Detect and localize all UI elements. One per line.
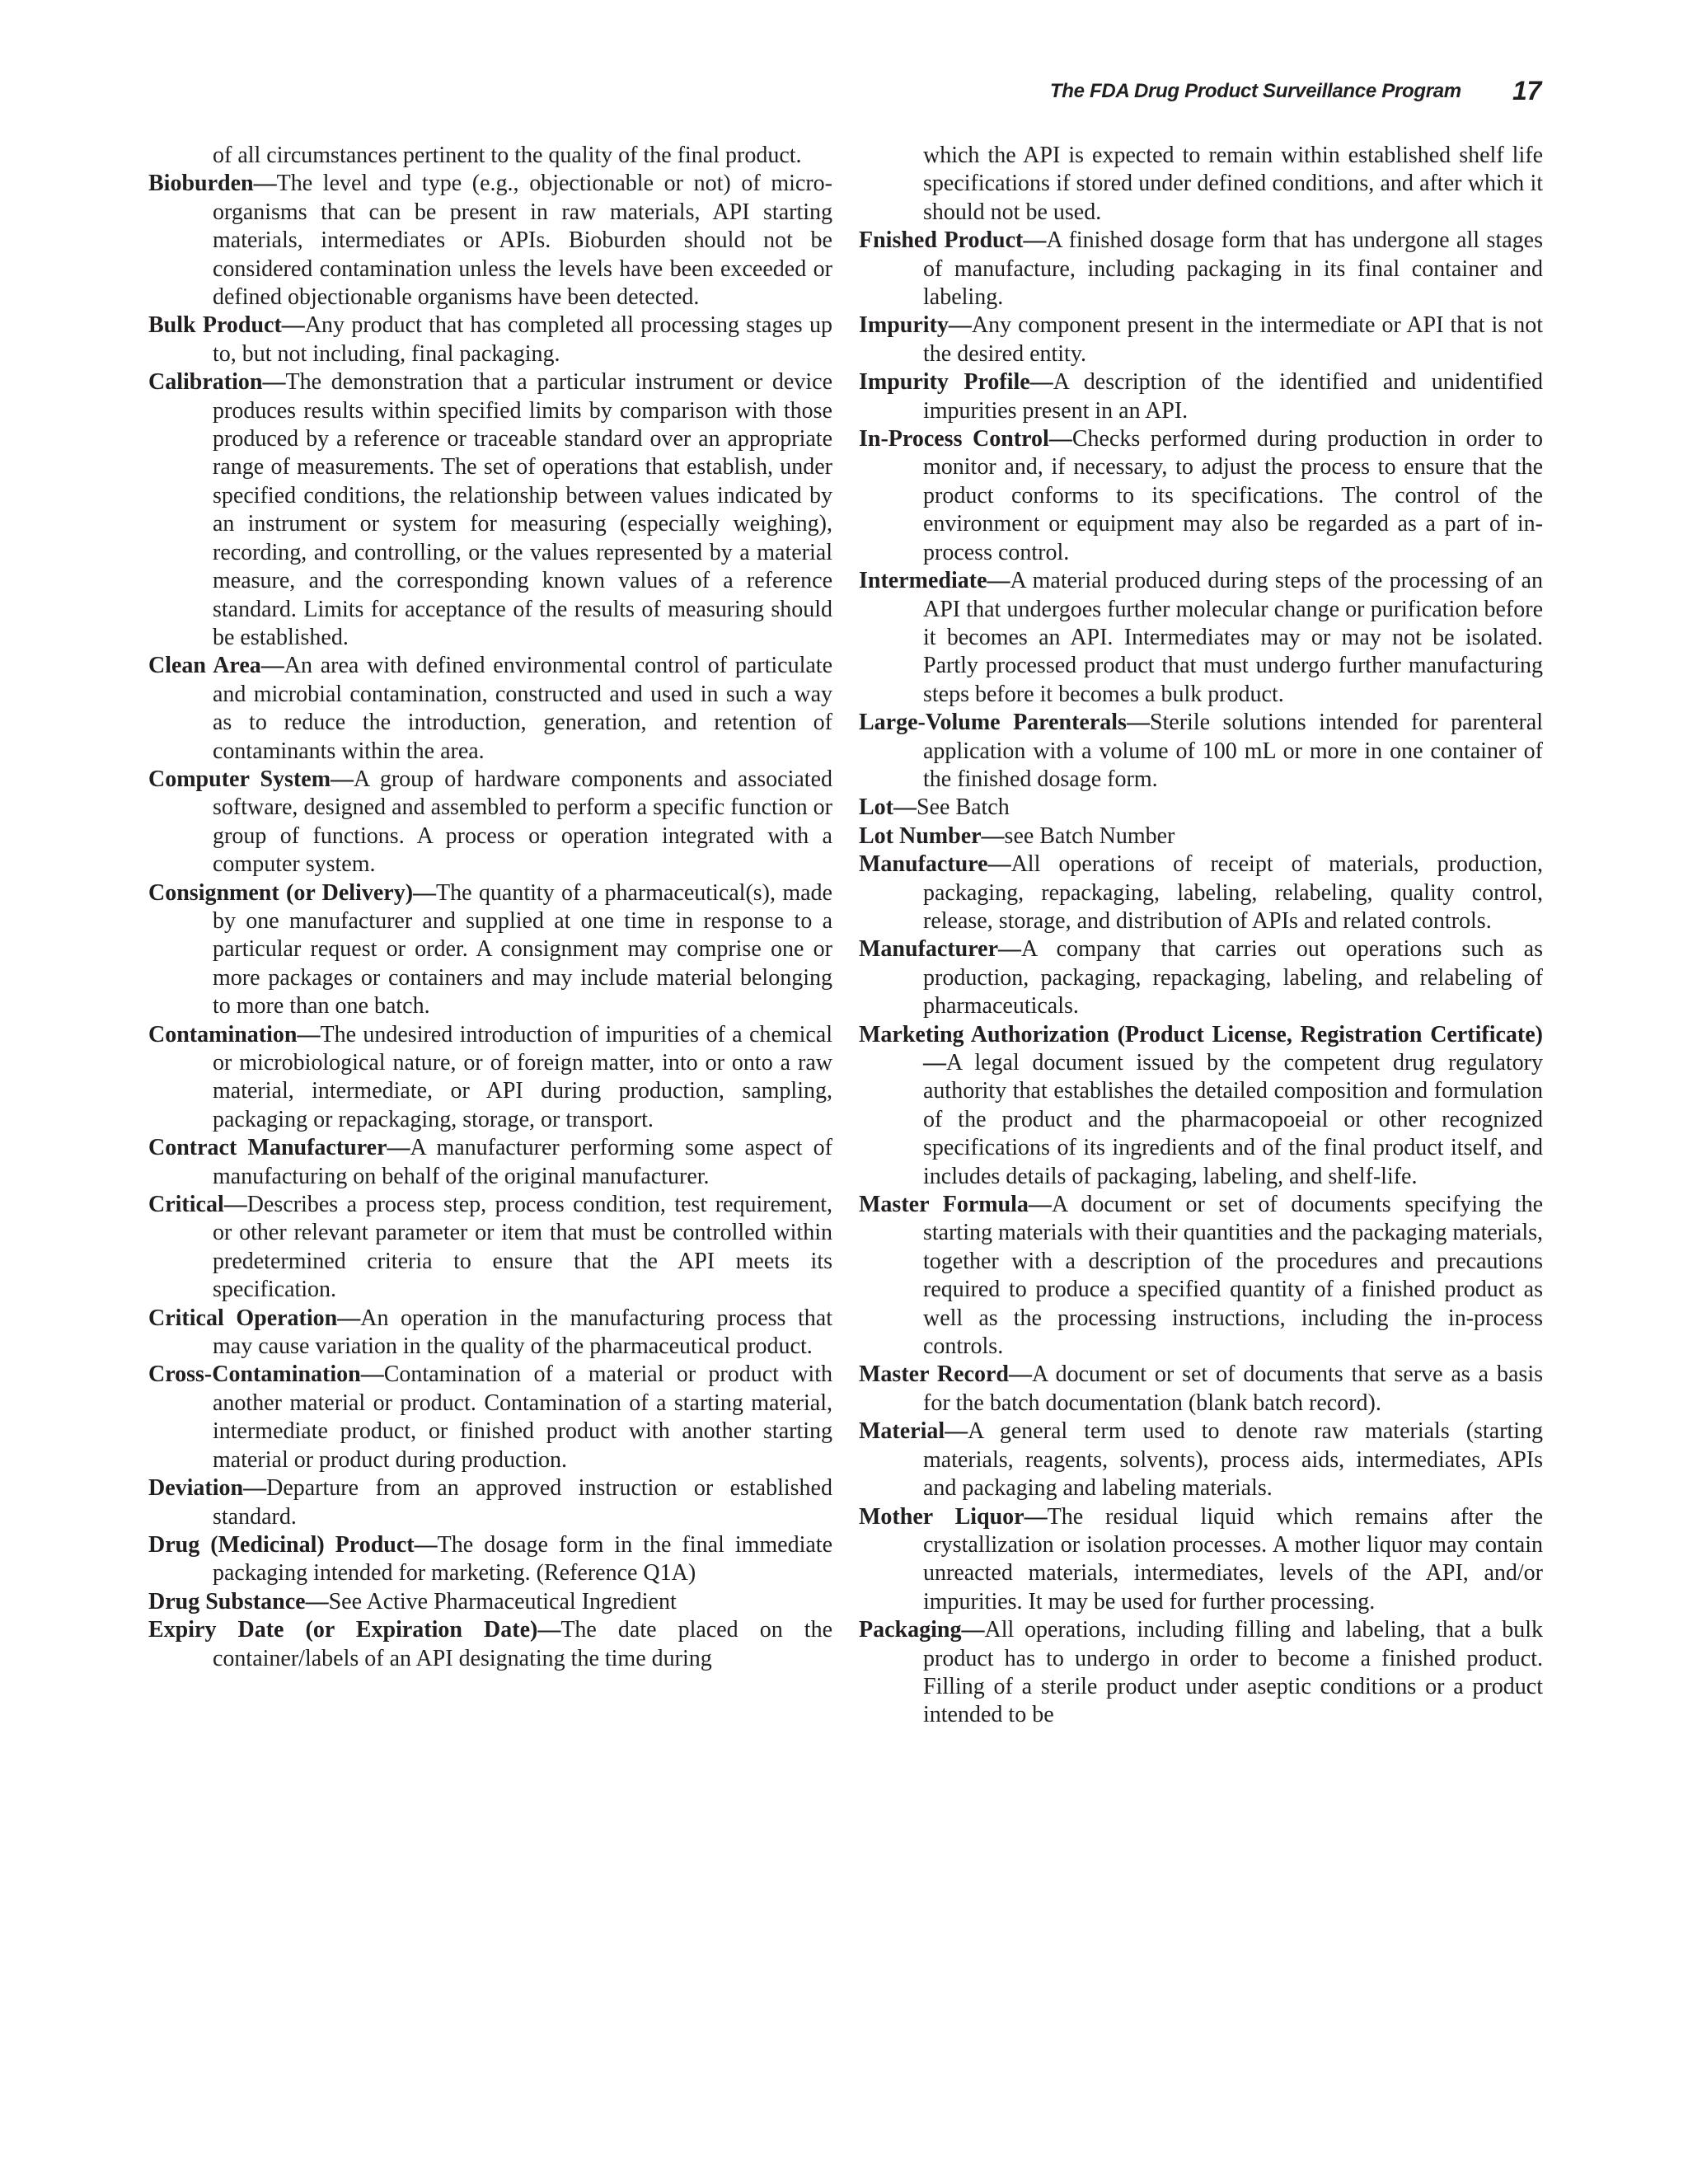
glossary-definition: A general term used to denote raw materials (starting materials, reagents, solvents), process aids, intermediates, APIs and packaging and labeling materials. xyxy=(923,1418,1543,1502)
glossary-definition: Any product that has completed all processing stages up to, but not including, final packaging. xyxy=(213,312,832,367)
glossary-definition: A description of the identified and unidentified impurities present in an API. xyxy=(923,369,1543,424)
glossary-definition: An operation in the manufacturing process that may cause variation in the quality of the pharmaceutical product. xyxy=(213,1305,832,1360)
glossary-entry xyxy=(148,879,832,1021)
glossary-definition: A group of hardware components and associated software, designed and assembled to perform a specific function or group of functions. A process or operation integrated with a computer system. xyxy=(213,766,832,878)
glossary-entry xyxy=(859,227,1543,312)
glossary-term: Packaging— xyxy=(859,1617,985,1643)
glossary-term: Material— xyxy=(859,1418,968,1445)
glossary-term: Calibration— xyxy=(148,369,286,396)
glossary-term: Impurity— xyxy=(859,312,972,339)
glossary-entry xyxy=(859,794,1543,822)
glossary-term: Cross-Contamination— xyxy=(148,1361,384,1388)
glossary-definition: Contamination of a material or product with another material or product. Contamination of a starting material, intermediate product, or finished product with another starting material or product during production. xyxy=(213,1361,832,1473)
glossary-entry xyxy=(859,312,1543,368)
glossary-definition: Departure from an approved instruction or established standard. xyxy=(213,1475,832,1530)
glossary-term: Critical Operation— xyxy=(148,1305,361,1331)
page-number: 17 xyxy=(1512,76,1541,105)
glossary-definition: The undesired introduction of impurities of a chemical or microbiological nature, or of foreign matter, into or onto a raw material, intermediate, or API during production, sampling, packaging or repackaging, storage, or transport. xyxy=(213,1021,832,1132)
glossary-entry xyxy=(859,1021,1543,1191)
glossary-entry xyxy=(148,1305,832,1361)
glossary-definition: A finished dosage form that has undergone all stages of manufacture, including packaging in its final container and labeling. xyxy=(923,227,1543,311)
glossary-definition: A material produced during steps of the processing of an API that undergoes further molecular change or purification before it becomes an API. Intermediates may or may not be isolated. Partly processed product that must undergo further manufacturing steps before it becomes a bulk product. xyxy=(923,568,1543,707)
glossary-entry xyxy=(859,1191,1543,1361)
glossary-entry xyxy=(859,709,1543,794)
glossary-definition: Checks performed during production in order to monitor and, if necessary, to adjust the process to ensure that the product conforms to its specifications. The control of the environment or equipment may also be regarded as a part of in-process control. xyxy=(923,426,1543,565)
glossary-term: Lot Number— xyxy=(859,823,1005,849)
glossary-term: Deviation— xyxy=(148,1475,267,1502)
glossary-entry xyxy=(148,312,832,368)
glossary-term: Expiry Date (or Expiration Date)— xyxy=(148,1617,561,1643)
right-column xyxy=(859,142,1543,1730)
glossary-term: Bulk Product— xyxy=(148,312,305,339)
glossary-definition: All operations, including filling and labeling, that a bulk product has to undergo in order to become a finished product. Filling of a sterile product under aseptic conditions or a product intended to be xyxy=(923,1617,1543,1728)
glossary-term: Critical— xyxy=(148,1192,247,1218)
glossary-definition: Any component present in the intermediate or API that is not the desired entity. xyxy=(923,312,1543,367)
glossary-definition: A document or set of documents that serve as a basis for the batch documentation (blank batch record). xyxy=(923,1361,1543,1416)
running-head xyxy=(948,76,1541,109)
glossary-term: Intermediate— xyxy=(859,568,1010,594)
glossary-term: Clean Area— xyxy=(148,653,284,679)
glossary-definition: An area with defined environmental control of particulate and microbial contamination, constructed and used in such a way as to reduce the introduction, generation, and retention of contaminants within the area. xyxy=(213,653,832,764)
glossary-entry xyxy=(859,1503,1543,1617)
glossary-entry xyxy=(859,1361,1543,1418)
glossary-entry xyxy=(148,1588,832,1616)
glossary-definition: The level and type (e.g., objectionable or not) of micro-organisms that can be present in raw materials, API starting materials, intermediates or APIs. Bioburden should not be considered contamination unless the levels have been exceeded or defined objectionable organisms have been detected. xyxy=(213,171,832,311)
glossary-term: Computer System— xyxy=(148,766,354,792)
glossary-definition: Describes a process step, process condition, test requirement, or other relevant parameter or item that must be controlled within predetermined criteria to ensure that the API meets its specification. xyxy=(213,1192,832,1303)
glossary-entry xyxy=(148,1021,832,1135)
glossary-entry xyxy=(148,1474,832,1531)
glossary-term: Master Record— xyxy=(859,1361,1032,1388)
glossary-entry xyxy=(148,1361,832,1474)
glossary-term: Bioburden— xyxy=(148,171,277,197)
glossary-definition: A manufacturer performing some aspect of manufacturing on behalf of the original manufacturer. xyxy=(213,1135,833,1189)
left-column xyxy=(148,142,832,1673)
glossary-entry xyxy=(148,170,832,312)
glossary-entry xyxy=(148,766,832,879)
glossary-entry xyxy=(859,823,1543,851)
glossary-term: Contamination— xyxy=(148,1021,321,1047)
glossary-term: Fnished Product— xyxy=(859,227,1047,254)
glossary-definition: A document or set of documents specifying the starting materials with their quantities and the packaging materials, together with a description of the procedures and precautions required to produce a specified quantity of a finished product as well as the processing instructions, including the in-process controls. xyxy=(923,1192,1543,1360)
glossary-term: Consignment (or Delivery)— xyxy=(148,879,437,906)
glossary-entry xyxy=(859,425,1543,567)
glossary-entry xyxy=(859,935,1543,1020)
glossary-entry xyxy=(148,1134,832,1191)
glossary-entry xyxy=(859,368,1543,425)
glossary-continuation: which the API is expected to remain within established shelf life specifications if stored under defined conditions, and after which it should not be used. xyxy=(923,143,1543,225)
glossary-entry xyxy=(148,368,832,652)
glossary-entry xyxy=(148,1191,832,1305)
glossary-definition: The demonstration that a particular instrument or device produces results within specified limits by comparison with those produced by a reference or traceable standard over an appropriate range of measurements. The set of operations that establish, under specified conditions, the relationship between values indicated by an instrument or system for measuring (especially weighing), recording, and controlling, or the values represented by a material measure, and the corresponding known values of a reference standard. Limits for acceptance of the results of measuring should be established. xyxy=(213,369,832,650)
glossary-term: Contract Manufacturer— xyxy=(148,1135,410,1161)
glossary-entry xyxy=(859,567,1543,709)
glossary-term: Impurity Profile— xyxy=(859,369,1053,396)
glossary-definition: See Active Pharmaceutical Ingredient xyxy=(328,1588,677,1615)
glossary-term: Manufacture— xyxy=(859,851,1011,878)
glossary-term: In-Process Control— xyxy=(859,426,1072,452)
glossary-term: Lot— xyxy=(859,794,917,821)
running-head-title: The FDA Drug Product Surveillance Program xyxy=(1049,79,1461,102)
glossary-continuation: of all circumstances pertinent to the quality of the final product. xyxy=(213,143,802,168)
glossary-definition: Sterile solutions intended for parenteral application with a volume of 100 mL or more in one container of the finished dosage form. xyxy=(923,710,1543,792)
glossary-definition: A company that carries out operations such as production, packaging, repackaging, labeling, and relabeling of pharmaceuticals. xyxy=(923,936,1543,1019)
glossary-definition: A legal document issued by the competent drug regulatory authority that establishes the detailed composition and formulation of the product and the pharmacopoeial or other recognized specifications of its ingredients and of the final product itself, and includes details of packaging, labeling, and shelf-life. xyxy=(923,1050,1543,1189)
glossary-term: Marketing Authorization (Product License, Registration Certificate)— xyxy=(859,1021,1543,1076)
glossary-entry xyxy=(148,1531,832,1588)
glossary-term: Mother Liquor— xyxy=(859,1503,1048,1530)
glossary-entry xyxy=(148,652,832,766)
glossary-entry xyxy=(859,851,1543,935)
glossary-term: Drug (Medicinal) Product— xyxy=(148,1531,438,1558)
glossary-term: Large-Volume Parenterals— xyxy=(859,710,1150,736)
glossary-definition: The residual liquid which remains after the crystallization or isolation processes. A mother liquor may contain unreacted materials, intermediates, levels of the API, and/or impurities. It may be used for further processing. xyxy=(923,1503,1543,1615)
glossary-term: Manufacturer— xyxy=(859,936,1021,963)
glossary-entry xyxy=(859,1418,1543,1502)
glossary-definition: see Batch Number xyxy=(1004,823,1175,849)
glossary-definition: All operations of receipt of materials, production, packaging, repackaging, labeling, relabeling, quality control, release, storage, and distribution of APIs and related controls. xyxy=(923,851,1543,934)
glossary-entry xyxy=(148,1616,832,1673)
glossary-definition: The date placed on the container/labels of an API designating the time during xyxy=(213,1617,832,1671)
glossary-definition: The quantity of a pharmaceutical(s), made by one manufacturer and supplied at one time in response to a particular request or order. A consignment may comprise one or more packages or containers and may include material belonging to more than one batch. xyxy=(213,879,832,1019)
glossary-definition: See Batch xyxy=(917,794,1010,821)
glossary-term: Master Formula— xyxy=(859,1192,1052,1218)
glossary-term: Drug Substance— xyxy=(148,1588,329,1615)
glossary-definition: The dosage form in the final immediate packaging intended for marketing. (Reference Q1A) xyxy=(213,1531,832,1586)
glossary-entry xyxy=(859,1616,1543,1730)
